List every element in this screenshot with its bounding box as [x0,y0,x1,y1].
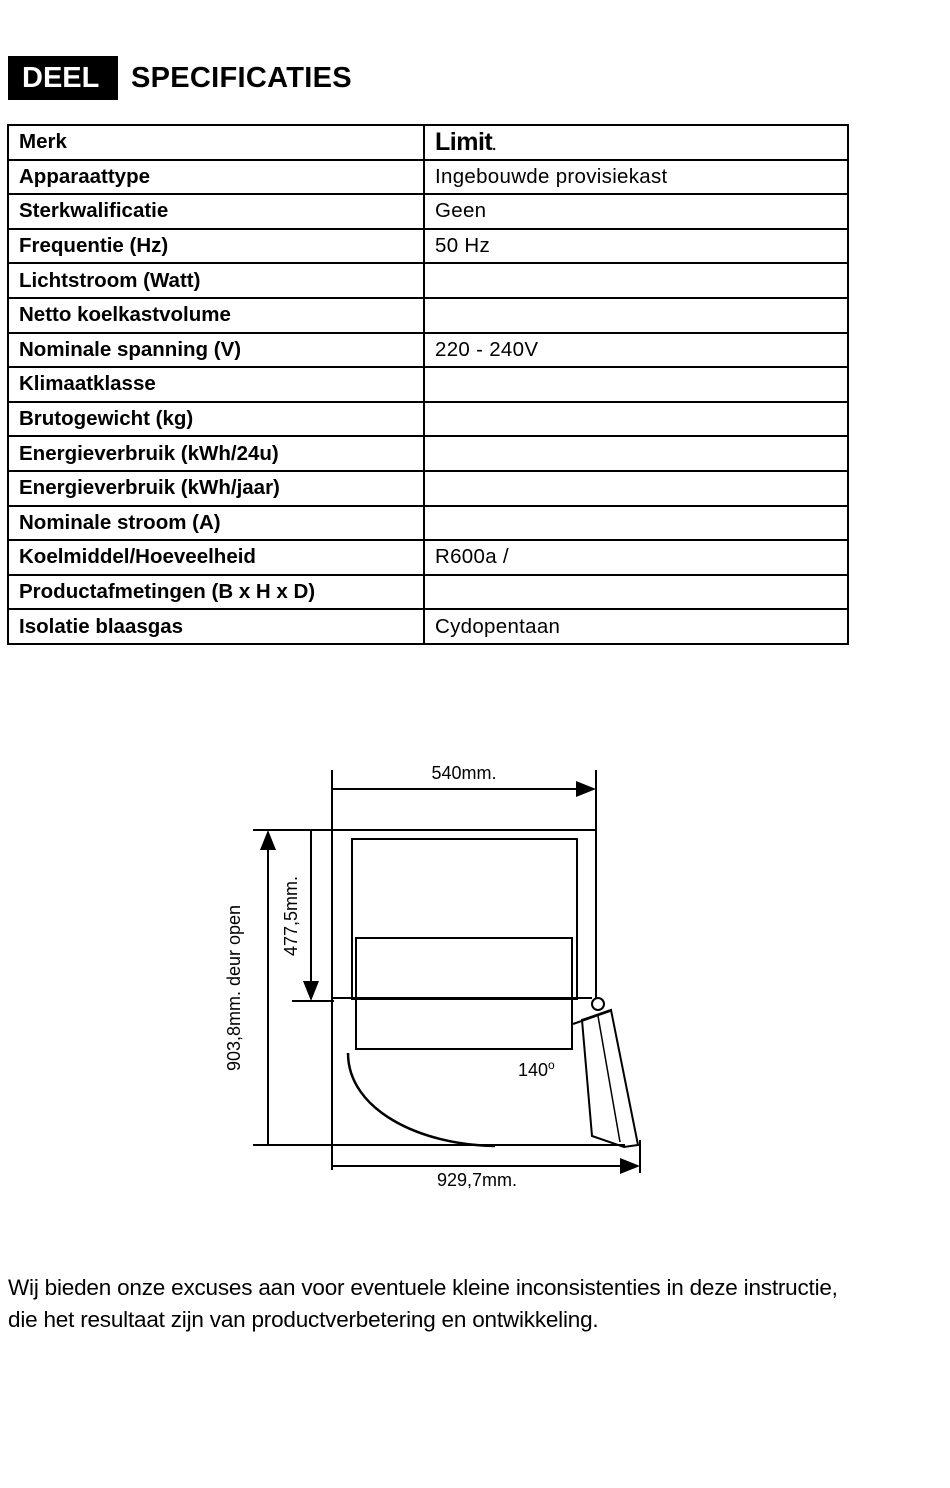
depth-arrowhead [303,981,319,1001]
total-depth-arrowhead [260,830,276,850]
spec-label: Isolatie blaasgas [8,609,424,644]
spec-value: R600a / [424,540,848,575]
total-depth-label: 903,8mm. deur open [224,904,244,1072]
spec-label: Lichtstroom (Watt) [8,263,424,298]
spec-label: Frequentie (Hz) [8,229,424,264]
hinge [592,998,604,1010]
disclaimer-line-2: die het resultaat zijn van productverbetering en ontwikkeling. [8,1307,599,1332]
disclaimer [8,1272,948,1336]
door-swing-arc [348,1053,495,1146]
part-badge: DEEL 7 [8,56,118,100]
total-width-arrowhead [620,1158,640,1174]
spec-label: Sterkwalificatie [8,194,424,229]
spec-label: Merk [8,125,424,160]
width-arrowhead [576,781,596,797]
width-label: 540mm. [431,763,497,783]
spec-label: Brutogewicht (kg) [8,402,424,437]
section-title: SPECIFICATIES [131,61,352,94]
spec-value: Cydopentaan [424,609,848,644]
spec-label: Klimaatklasse [8,367,424,402]
brand-logo: Limit. [435,127,496,156]
spec-label: Nominale spanning (V) [8,333,424,368]
angle-label: 140$^o$ [518,1058,555,1080]
spec-label: Netto koelkastvolume [8,298,424,333]
spec-label: Energieverbruik (kWh/jaar) [8,471,424,506]
total-width-label: 929,7mm. [436,1170,518,1190]
depth-label: 477,5mm. [281,875,301,957]
spec-label: Apparaattype [8,160,424,195]
open-door [582,1010,638,1147]
spec-value: 220 - 240V [424,333,848,368]
spec-label: Productafmetingen (B x H x D) [8,575,424,610]
spec-label: Koelmiddel/Hoeveelheid [8,540,424,575]
drawer-outline [356,938,572,1049]
spec-label: Energieverbruik (kWh/24u) [8,436,424,471]
spec-label: Nominale stroom (A) [8,506,424,541]
spec-value: Ingebouwde provisiekast [424,160,848,195]
disclaimer-line-1: Wij bieden onze excuses aan voor eventuele kleine inconsistenties in deze instructie, [8,1275,838,1300]
cabinet-inner [352,839,577,999]
spec-value: Geen [424,194,848,229]
spec-value: 50 Hz [424,229,848,264]
